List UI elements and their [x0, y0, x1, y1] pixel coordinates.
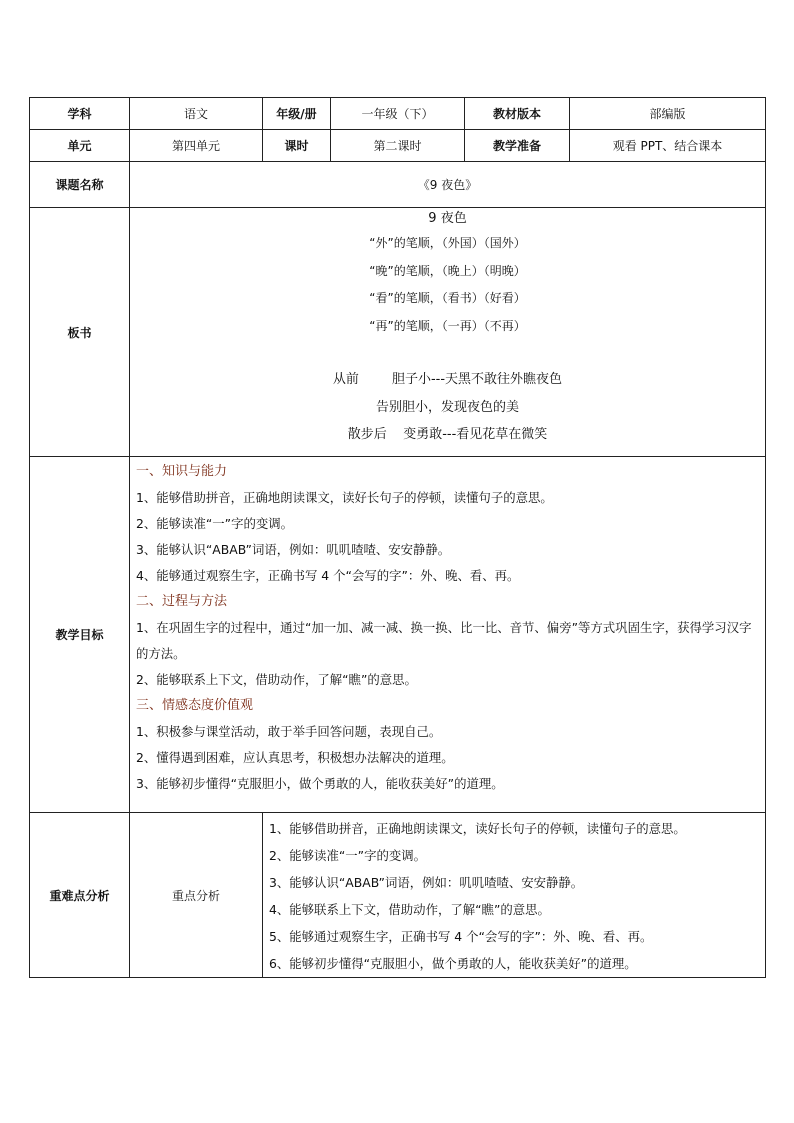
row-unit: [30, 130, 766, 162]
analysis-sub-label: 重点分析: [130, 813, 263, 978]
goal-item: 2、懂得遇到困难，应认真思考，积极想办法解决的道理。: [136, 750, 454, 765]
subject-label: 学科: [30, 98, 130, 130]
analysis-label: 重难点分析: [30, 813, 130, 978]
goals-content: [130, 457, 766, 813]
prep-label: 教学准备: [465, 130, 570, 162]
board-line: 散步后 变勇敢---看见花草在微笑: [347, 427, 548, 442]
goals-label: 教学目标: [30, 457, 130, 813]
board-line: 9 夜色: [428, 211, 467, 226]
subject-value: 语文: [130, 98, 263, 130]
goal-item: 4、能够通过观察生字，正确书写 4 个“会写的字”：外、晚、看、再。: [136, 568, 520, 583]
key-item: 4、能够联系上下文，借助动作，了解“瞧”的意思。: [269, 902, 550, 917]
row-subject: [30, 98, 766, 130]
board-line: “晚”的笔顺，（晚上）（明晚）: [369, 263, 526, 278]
row-lesson: [30, 162, 766, 208]
board-content: [130, 208, 766, 457]
key-item: 5、能够通过观察生字，正确书写 4 个“会写的字”：外、晚、看、再。: [269, 929, 653, 944]
goal-section-title: 三、情感态度价值观: [136, 698, 254, 713]
grade-value: 一年级（下）: [331, 98, 465, 130]
prep-value: 观看 PPT、结合课本: [570, 130, 766, 162]
goal-item: 2、能够联系上下文，借助动作，了解“瞧”的意思。: [136, 672, 417, 687]
goal-section-title: 一、知识与能力: [136, 464, 228, 479]
goal-item: 2、能够读准“一”字的变调。: [136, 516, 294, 531]
goal-section-title: 二、过程与方法: [136, 594, 228, 609]
key-item: 1、能够借助拼音，正确地朗读课文，读好长句子的停顿，读懂句子的意思。: [269, 821, 686, 836]
edition-value: 部编版: [570, 98, 766, 130]
period-label: 课时: [263, 130, 331, 162]
board-line: “看”的笔顺，（看书）（好看）: [369, 291, 526, 305]
goal-item: 3、能够认识“ABAB”词语，例如：叽叽喳喳、安安静静。: [136, 542, 451, 557]
edition-label: 教材版本: [465, 98, 570, 130]
key-item: 6、能够初步懂得“克服胆小，做个勇敢的人，能收获美好”的道理。: [269, 956, 637, 971]
unit-value: 第四单元: [130, 130, 263, 162]
row-board: [30, 208, 766, 457]
board-line: “外”的笔顺，（外国）（国外）: [369, 236, 526, 250]
grade-label: 年级/册: [263, 98, 331, 130]
row-goals: [30, 457, 766, 813]
lesson-plan-table: [29, 97, 766, 978]
board-line: 告别胆小，发现夜色的美: [375, 399, 519, 415]
goal-item: 1、在巩固生字的过程中，通过“加一加、减一减、换一换、比一比、音节、偏旁”等方式巩固生字，获得学习汉字的方法。: [136, 620, 752, 661]
lesson-label: 课题名称: [30, 162, 130, 208]
analysis-content: [263, 813, 766, 978]
board-line: “再”的笔顺，（一再）（不再）: [369, 318, 526, 333]
key-item: 3、能够认识“ABAB”词语，例如：叽叽喳喳、安安静静。: [269, 875, 584, 890]
unit-label: 单元: [30, 130, 130, 162]
key-item: 2、能够读准“一”字的变调。: [269, 848, 427, 863]
goal-item: 1、积极参与课堂活动，敢于举手回答问题，表现自己。: [136, 724, 442, 739]
goal-item: 1、能够借助拼音，正确地朗读课文，读好长句子的停顿，读懂句子的意思。: [136, 490, 553, 505]
board-line: 从前 胆子小---天黑不敢往外瞧夜色: [332, 372, 563, 387]
board-line: [130, 340, 765, 366]
period-value: 第二课时: [331, 130, 465, 162]
row-analysis: [30, 813, 766, 978]
lesson-title: 《9 夜色》: [130, 162, 766, 208]
board-label: 板书: [30, 208, 130, 457]
goal-item: 3、能够初步懂得“克服胆小，做个勇敢的人，能收获美好”的道理。: [136, 776, 504, 791]
